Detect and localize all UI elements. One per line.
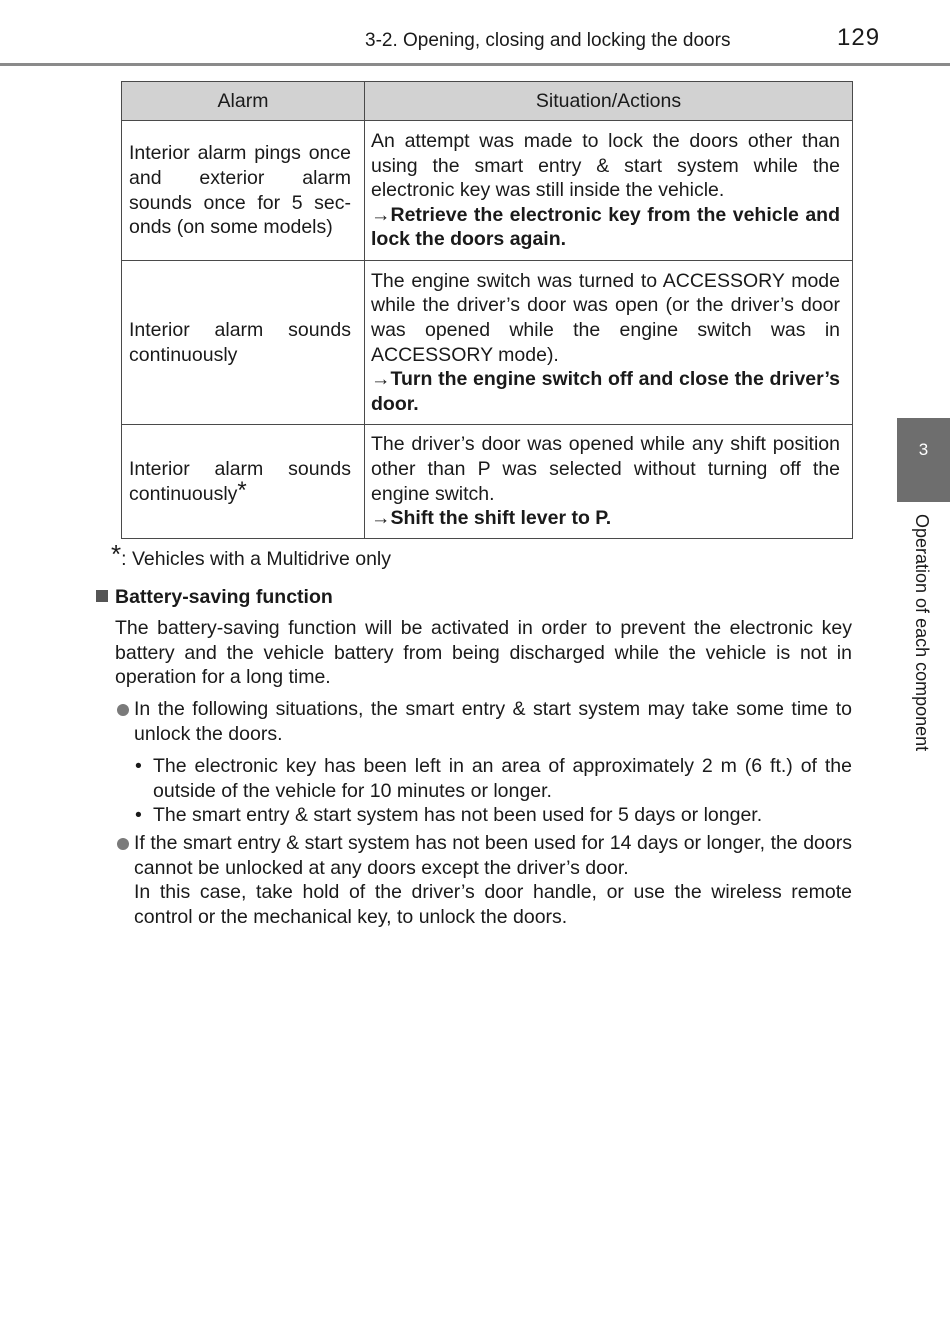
section-heading-text: Battery-saving function [115, 586, 333, 608]
circle-bullet-icon [117, 838, 129, 850]
action-label: Turn the engine switch off and close the driver’s door. [371, 368, 840, 415]
bullet-text: In the following situations, the smart entry & start system may take some time to unlock the doors. [134, 698, 852, 745]
bullet-text: If the smart entry & start system has not been used for 14 days or longer, the doors cannot be unlocked at any doors except the driver’s door. [134, 832, 852, 879]
footnote [111, 539, 391, 571]
situation-cell [365, 261, 853, 425]
situation-text: An attempt was made to lock the doors other than using the smart entry & start system while the electronic key was still inside the vehicle. [371, 130, 840, 202]
header-divider [0, 63, 950, 66]
alarm-text: Interior alarm sounds continuously [129, 318, 351, 366]
arrow-icon: → [371, 203, 391, 226]
action-text [371, 507, 611, 529]
bullet-text-continued: In this case, take hold of the driver’s door handle, or use the wireless remote control or the mechanical key, to unlock the doors. [134, 881, 852, 928]
footnote-marker: * [237, 476, 247, 504]
footnote-text: : Vehicles with a Multidrive only [121, 548, 391, 570]
situation-text: The engine switch was turned to ACCESSORY mode while the driver’s door was open (or the driver’s door was opened while the engine switch was in ACCESSORY mode). [371, 269, 840, 366]
arrow-icon: → [371, 368, 391, 391]
alarm-text: Interior alarm pings once and exterior alarm sounds once for 5 seconds (on some models) [129, 142, 351, 239]
table-row [122, 425, 853, 539]
action-label: Shift the shift lever to P. [390, 507, 612, 530]
chapter-tab [897, 418, 950, 502]
action-text [371, 368, 840, 415]
sub-list-item [134, 803, 852, 828]
circle-bullet-icon [117, 704, 129, 716]
alarm-cell [122, 121, 365, 261]
sub-item-text: The electronic key has been left in an area of approximately 2 m (6 ft.) of the outside of the vehicle for 10 minutes or longer. [153, 755, 852, 802]
section-title: 3-2. Opening, closing and locking the doors [365, 30, 731, 51]
chapter-label: Operation of each component [912, 514, 932, 752]
sub-list-item [134, 754, 852, 803]
sub-item-text: The smart entry & start system has not been used for 5 days or longer. [153, 804, 763, 826]
dot-bullet-icon: • [135, 804, 142, 826]
chapter-number: 3 [918, 440, 929, 459]
action-text [371, 204, 840, 251]
arrow-icon: → [371, 507, 391, 530]
page-number: 129 [837, 24, 881, 51]
header-situation-actions: Situation/Actions [365, 82, 853, 121]
square-bullet-icon [96, 590, 108, 602]
bullet-item [115, 697, 852, 746]
alarm-cell [122, 261, 365, 425]
header-alarm: Alarm [122, 82, 365, 121]
intro-paragraph: The battery-saving function will be activated in order to prevent the electronic key battery and the vehicle battery from being discharged while the vehicle is not in operation for a long time. [115, 617, 852, 689]
situation-cell [365, 425, 853, 539]
bullet-item [115, 831, 852, 929]
table-header-row [122, 82, 853, 121]
section-heading [96, 586, 333, 609]
table-row [122, 121, 853, 261]
action-label: Retrieve the electronic key from the vehicle and lock the doors again. [371, 203, 840, 251]
dot-bullet-icon: • [135, 755, 142, 777]
situation-cell [365, 121, 853, 261]
alarm-table [121, 81, 853, 539]
alarm-cell [122, 425, 365, 539]
footnote-marker: * [111, 539, 122, 569]
alarm-text: Interior alarm sounds continuously [129, 457, 351, 505]
table-row [122, 261, 853, 425]
situation-text: The driver’s door was opened while any shift position other than P was selected without turning off the engine switch. [371, 433, 840, 505]
